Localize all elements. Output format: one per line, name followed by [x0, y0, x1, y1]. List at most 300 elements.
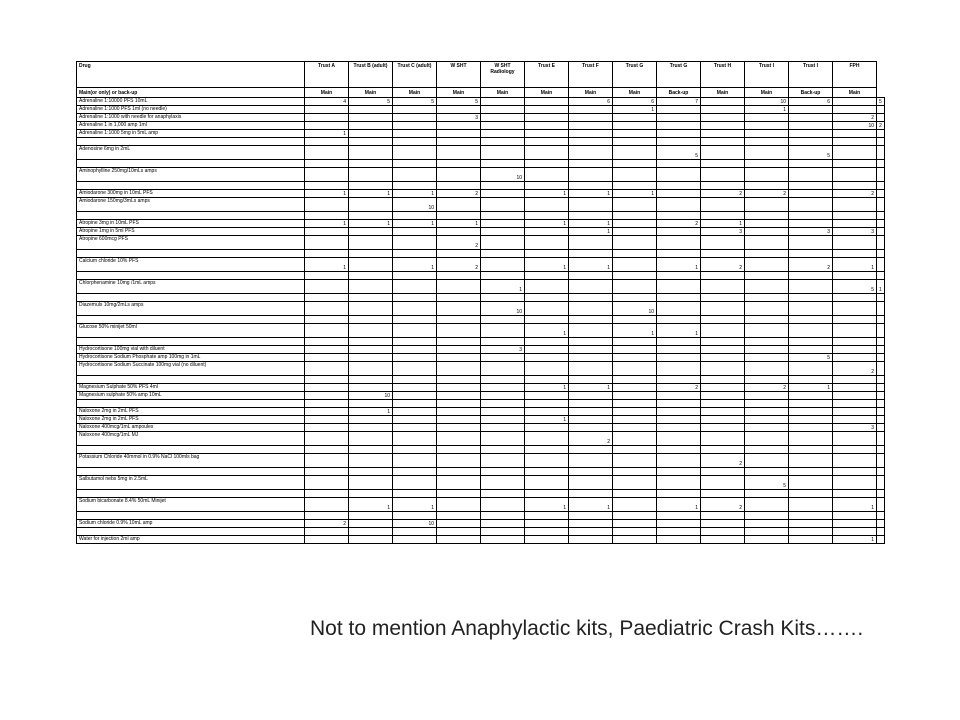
- table-row: [77, 476, 885, 490]
- quantity-cell: [437, 324, 481, 338]
- quantity-cell: [569, 198, 613, 212]
- quantity-cell: [437, 454, 481, 468]
- quantity-cell: [833, 354, 877, 362]
- quantity-cell: [349, 454, 393, 468]
- quantity-cell: [393, 106, 437, 114]
- quantity-cell: [745, 220, 789, 228]
- quantity-cell: [701, 294, 745, 302]
- quantity-cell: [349, 476, 393, 490]
- quantity-cell: 1: [569, 384, 613, 392]
- quantity-cell: [745, 302, 789, 316]
- quantity-cell: 7: [657, 98, 701, 106]
- quantity-cell: [701, 528, 745, 536]
- quantity-cell: [525, 528, 569, 536]
- quantity-cell: [789, 416, 833, 424]
- quantity-cell: [701, 138, 745, 146]
- quantity-cell: [833, 106, 877, 114]
- quantity-cell: [877, 512, 885, 520]
- quantity-cell: [877, 490, 885, 498]
- quantity-cell: [525, 362, 569, 376]
- quantity-cell: [349, 384, 393, 392]
- drug-name-cell: Calcium chloride 10% PFS: [77, 258, 305, 272]
- quantity-cell: 1: [305, 220, 349, 228]
- table-row: [77, 258, 885, 272]
- quantity-cell: [393, 236, 437, 250]
- quantity-cell: [393, 182, 437, 190]
- quantity-cell: [305, 182, 349, 190]
- quantity-cell: [877, 498, 885, 512]
- quantity-cell: [393, 122, 437, 130]
- quantity-cell: [393, 432, 437, 446]
- quantity-cell: [525, 280, 569, 294]
- quantity-cell: [481, 130, 525, 138]
- quantity-cell: 1: [393, 190, 437, 198]
- quantity-cell: [789, 114, 833, 122]
- quantity-cell: [613, 168, 657, 182]
- quantity-cell: [613, 236, 657, 250]
- quantity-cell: [745, 272, 789, 280]
- quantity-cell: [877, 220, 885, 228]
- quantity-cell: 10: [833, 122, 877, 130]
- quantity-cell: [349, 212, 393, 220]
- quantity-cell: [437, 520, 481, 528]
- quantity-cell: [613, 114, 657, 122]
- drug-name-cell: Naloxone 400mcg/1mL ampoules: [77, 424, 305, 432]
- quantity-cell: [657, 424, 701, 432]
- quantity-cell: [701, 106, 745, 114]
- quantity-cell: [701, 536, 745, 544]
- slide-caption: Not to mention Anaphylactic kits, Paediatric Crash Kits…….: [310, 617, 864, 640]
- quantity-cell: [745, 432, 789, 446]
- quantity-cell: [701, 354, 745, 362]
- quantity-cell: [437, 130, 481, 138]
- quantity-cell: [569, 536, 613, 544]
- quantity-cell: [393, 294, 437, 302]
- quantity-cell: 1: [789, 384, 833, 392]
- quantity-cell: [481, 258, 525, 272]
- quantity-cell: [349, 416, 393, 424]
- quantity-cell: [525, 392, 569, 400]
- quantity-cell: [525, 146, 569, 160]
- quantity-cell: [789, 106, 833, 114]
- quantity-cell: [789, 316, 833, 324]
- column-header-trust: W SHT: [437, 62, 481, 88]
- quantity-cell: [657, 198, 701, 212]
- quantity-cell: [613, 384, 657, 392]
- drug-name-cell: Atropine 3mg in 10mL PFS: [77, 220, 305, 228]
- drug-name-cell: [77, 316, 305, 324]
- quantity-cell: [701, 346, 745, 354]
- quantity-cell: [701, 362, 745, 376]
- quantity-cell: [701, 408, 745, 416]
- quantity-cell: [349, 536, 393, 544]
- quantity-cell: [701, 98, 745, 106]
- quantity-cell: [745, 130, 789, 138]
- quantity-cell: [745, 498, 789, 512]
- drug-name-cell: [77, 250, 305, 258]
- quantity-cell: [745, 376, 789, 384]
- quantity-cell: [833, 272, 877, 280]
- quantity-cell: [657, 168, 701, 182]
- quantity-cell: [481, 236, 525, 250]
- drug-name-cell: Diazemuls 10mg/2mLs amps: [77, 302, 305, 316]
- quantity-cell: [789, 168, 833, 182]
- quantity-cell: [789, 138, 833, 146]
- quantity-cell: [789, 408, 833, 416]
- table-row: [77, 376, 885, 384]
- quantity-cell: 1: [833, 258, 877, 272]
- quantity-cell: [349, 138, 393, 146]
- drug-name-cell: Magnesium Sulphate 50% PFS 4ml: [77, 384, 305, 392]
- quantity-cell: [877, 316, 885, 324]
- quantity-cell: [525, 98, 569, 106]
- quantity-cell: [305, 512, 349, 520]
- table-row: [77, 424, 885, 432]
- quantity-cell: [613, 182, 657, 190]
- quantity-cell: [481, 454, 525, 468]
- quantity-cell: 1: [745, 106, 789, 114]
- quantity-cell: [833, 490, 877, 498]
- quantity-cell: [789, 338, 833, 346]
- drug-name-cell: [77, 338, 305, 346]
- quantity-cell: [481, 272, 525, 280]
- quantity-cell: [613, 316, 657, 324]
- table-row: [77, 280, 885, 294]
- drug-name-cell: [77, 182, 305, 190]
- drug-name-cell: [77, 468, 305, 476]
- quantity-cell: [481, 198, 525, 212]
- quantity-cell: [481, 160, 525, 168]
- quantity-cell: 2: [833, 114, 877, 122]
- drug-name-cell: [77, 138, 305, 146]
- quantity-cell: [393, 316, 437, 324]
- quantity-cell: [525, 512, 569, 520]
- quantity-cell: [613, 250, 657, 258]
- table-row: [77, 490, 885, 498]
- quantity-cell: [481, 416, 525, 424]
- quantity-cell: 2: [657, 220, 701, 228]
- quantity-cell: [349, 114, 393, 122]
- quantity-cell: [657, 250, 701, 258]
- quantity-cell: [305, 424, 349, 432]
- quantity-cell: [569, 280, 613, 294]
- quantity-cell: [657, 476, 701, 490]
- quantity-cell: [481, 212, 525, 220]
- quantity-cell: 2: [657, 384, 701, 392]
- quantity-cell: [877, 476, 885, 490]
- quantity-cell: [525, 432, 569, 446]
- quantity-cell: [393, 130, 437, 138]
- drug-name-cell: Adrenaline 1:10000 PFS 10mL: [77, 98, 305, 106]
- main-backup-cell: Main: [745, 88, 789, 98]
- quantity-cell: [525, 376, 569, 384]
- quantity-cell: [525, 250, 569, 258]
- table-row: [77, 446, 885, 454]
- main-backup-cell: Main: [481, 88, 525, 98]
- quantity-cell: [437, 212, 481, 220]
- quantity-cell: [481, 520, 525, 528]
- quantity-cell: [525, 182, 569, 190]
- quantity-cell: [789, 454, 833, 468]
- main-backup-cell: Main: [393, 88, 437, 98]
- quantity-cell: 1: [305, 258, 349, 272]
- quantity-cell: [305, 122, 349, 130]
- quantity-cell: 3: [833, 228, 877, 236]
- drug-name-cell: Atropine 600mcg PFS: [77, 236, 305, 250]
- quantity-cell: [657, 114, 701, 122]
- quantity-cell: [305, 528, 349, 536]
- quantity-cell: [657, 190, 701, 198]
- quantity-cell: [525, 302, 569, 316]
- quantity-cell: 6: [789, 98, 833, 106]
- quantity-cell: [701, 272, 745, 280]
- quantity-cell: [657, 354, 701, 362]
- quantity-cell: [481, 408, 525, 416]
- quantity-cell: [877, 168, 885, 182]
- quantity-cell: [613, 160, 657, 168]
- quantity-cell: [657, 106, 701, 114]
- column-header-trust: Trust H: [701, 62, 745, 88]
- quantity-cell: [701, 432, 745, 446]
- quantity-cell: [305, 498, 349, 512]
- quantity-cell: [657, 400, 701, 408]
- table-row: [77, 236, 885, 250]
- quantity-cell: [525, 424, 569, 432]
- quantity-cell: [745, 280, 789, 294]
- main-or-backup-row: [77, 88, 885, 98]
- quantity-cell: [657, 392, 701, 400]
- quantity-cell: [789, 362, 833, 376]
- quantity-cell: [393, 392, 437, 400]
- quantity-cell: [349, 122, 393, 130]
- quantity-cell: [569, 490, 613, 498]
- quantity-cell: [393, 324, 437, 338]
- quantity-cell: [437, 294, 481, 302]
- quantity-cell: [745, 408, 789, 416]
- drug-name-cell: Adrenaline 1 in 1,000 amp 1ml: [77, 122, 305, 130]
- quantity-cell: [393, 302, 437, 316]
- quantity-cell: [613, 520, 657, 528]
- quantity-cell: [701, 212, 745, 220]
- quantity-cell: [877, 146, 885, 160]
- quantity-cell: [437, 168, 481, 182]
- quantity-cell: [305, 376, 349, 384]
- quantity-cell: [613, 258, 657, 272]
- quantity-cell: [525, 454, 569, 468]
- quantity-cell: 2: [569, 432, 613, 446]
- quantity-cell: [789, 122, 833, 130]
- quantity-cell: [437, 446, 481, 454]
- quantity-cell: [613, 228, 657, 236]
- quantity-cell: [349, 324, 393, 338]
- quantity-cell: [701, 476, 745, 490]
- quantity-cell: [305, 106, 349, 114]
- quantity-cell: [833, 146, 877, 160]
- quantity-cell: [349, 250, 393, 258]
- quantity-cell: [481, 490, 525, 498]
- quantity-cell: [745, 228, 789, 236]
- quantity-cell: 1: [569, 228, 613, 236]
- quantity-cell: [569, 146, 613, 160]
- quantity-cell: [393, 384, 437, 392]
- quantity-cell: [305, 250, 349, 258]
- quantity-cell: [657, 182, 701, 190]
- quantity-cell: 1: [481, 280, 525, 294]
- quantity-cell: [613, 446, 657, 454]
- quantity-cell: [657, 302, 701, 316]
- quantity-cell: 1: [525, 190, 569, 198]
- table-row: [77, 384, 885, 392]
- drug-name-cell: Naloxone 2mg in 2mL PFS: [77, 416, 305, 424]
- quantity-cell: 10: [393, 198, 437, 212]
- table-row: [77, 130, 885, 138]
- quantity-cell: [877, 294, 885, 302]
- quantity-cell: [437, 122, 481, 130]
- quantity-cell: [613, 362, 657, 376]
- quantity-cell: 3: [701, 228, 745, 236]
- quantity-cell: [745, 182, 789, 190]
- quantity-cell: [877, 212, 885, 220]
- quantity-cell: [393, 400, 437, 408]
- quantity-cell: [437, 302, 481, 316]
- quantity-cell: [481, 512, 525, 520]
- quantity-cell: [437, 146, 481, 160]
- quantity-cell: [745, 416, 789, 424]
- quantity-cell: [569, 114, 613, 122]
- quantity-cell: [305, 114, 349, 122]
- quantity-cell: 1: [833, 498, 877, 512]
- quantity-cell: [393, 424, 437, 432]
- quantity-cell: 1: [525, 324, 569, 338]
- quantity-cell: [481, 376, 525, 384]
- quantity-cell: [393, 272, 437, 280]
- quantity-cell: [745, 258, 789, 272]
- quantity-cell: [613, 424, 657, 432]
- quantity-cell: 2: [833, 362, 877, 376]
- quantity-cell: [745, 114, 789, 122]
- drug-name-cell: Adrenaline 1:1000 with needle for anaphylaxis: [77, 114, 305, 122]
- main-backup-cell: Main: [833, 88, 877, 98]
- quantity-cell: 5: [789, 354, 833, 362]
- quantity-cell: [789, 250, 833, 258]
- quantity-cell: 1: [525, 220, 569, 228]
- quantity-cell: [437, 160, 481, 168]
- quantity-cell: [525, 272, 569, 280]
- quantity-cell: [833, 468, 877, 476]
- quantity-cell: [349, 168, 393, 182]
- quantity-cell: [877, 400, 885, 408]
- quantity-cell: [877, 160, 885, 168]
- quantity-cell: [745, 138, 789, 146]
- quantity-cell: [657, 236, 701, 250]
- quantity-cell: [613, 528, 657, 536]
- quantity-cell: [701, 236, 745, 250]
- quantity-cell: [349, 294, 393, 302]
- quantity-cell: [613, 408, 657, 416]
- table-row: [77, 114, 885, 122]
- table-row: [77, 324, 885, 338]
- drug-name-cell: Hydrocortisone 100mg vial with diluent: [77, 346, 305, 354]
- quantity-cell: [305, 454, 349, 468]
- quantity-cell: [525, 122, 569, 130]
- quantity-cell: [437, 384, 481, 392]
- quantity-cell: [393, 490, 437, 498]
- quantity-cell: [877, 376, 885, 384]
- quantity-cell: [437, 182, 481, 190]
- quantity-cell: [877, 338, 885, 346]
- quantity-cell: [877, 258, 885, 272]
- quantity-cell: [877, 454, 885, 468]
- quantity-cell: [393, 536, 437, 544]
- quantity-cell: [525, 446, 569, 454]
- quantity-cell: [833, 138, 877, 146]
- drug-name-cell: Glucose 50% minijet 50ml: [77, 324, 305, 338]
- quantity-cell: [305, 236, 349, 250]
- quantity-cell: 5: [349, 98, 393, 106]
- table-row: [77, 528, 885, 536]
- main-backup-cell: Main: [305, 88, 349, 98]
- quantity-cell: [745, 512, 789, 520]
- quantity-cell: [701, 114, 745, 122]
- quantity-cell: [569, 346, 613, 354]
- quantity-cell: [393, 212, 437, 220]
- quantity-cell: [569, 468, 613, 476]
- quantity-cell: [877, 536, 885, 544]
- quantity-cell: [657, 446, 701, 454]
- quantity-cell: 1: [437, 220, 481, 228]
- drug-name-cell: Aminophylline 250mg/10mLs amps: [77, 168, 305, 182]
- table-row: [77, 408, 885, 416]
- quantity-cell: [305, 280, 349, 294]
- quantity-cell: [525, 400, 569, 408]
- quantity-cell: [481, 400, 525, 408]
- quantity-cell: [437, 376, 481, 384]
- quantity-cell: [657, 512, 701, 520]
- quantity-cell: [877, 416, 885, 424]
- quantity-cell: [833, 384, 877, 392]
- drug-name-cell: Hydrocortisone Sodium Phosphate amp 100mg in 1mL: [77, 354, 305, 362]
- quantity-cell: [877, 354, 885, 362]
- quantity-cell: [393, 338, 437, 346]
- quantity-cell: [745, 400, 789, 408]
- quantity-cell: [789, 272, 833, 280]
- quantity-cell: [745, 324, 789, 338]
- quantity-cell: [701, 338, 745, 346]
- quantity-cell: 3: [789, 228, 833, 236]
- quantity-cell: [789, 212, 833, 220]
- quantity-cell: [393, 528, 437, 536]
- quantity-cell: [613, 198, 657, 212]
- quantity-cell: 1: [569, 220, 613, 228]
- quantity-cell: [789, 468, 833, 476]
- quantity-cell: [701, 160, 745, 168]
- quantity-cell: [789, 280, 833, 294]
- table-row: [77, 316, 885, 324]
- quantity-cell: [437, 400, 481, 408]
- quantity-cell: [349, 258, 393, 272]
- quantity-cell: [349, 236, 393, 250]
- quantity-cell: [305, 146, 349, 160]
- quantity-cell: [525, 168, 569, 182]
- quantity-cell: [745, 250, 789, 258]
- table-row: [77, 392, 885, 400]
- quantity-cell: [569, 302, 613, 316]
- column-header-trust: Trust F: [569, 62, 613, 88]
- quantity-cell: [833, 220, 877, 228]
- quantity-cell: 5: [745, 476, 789, 490]
- quantity-cell: 1: [833, 536, 877, 544]
- table-row: [77, 146, 885, 160]
